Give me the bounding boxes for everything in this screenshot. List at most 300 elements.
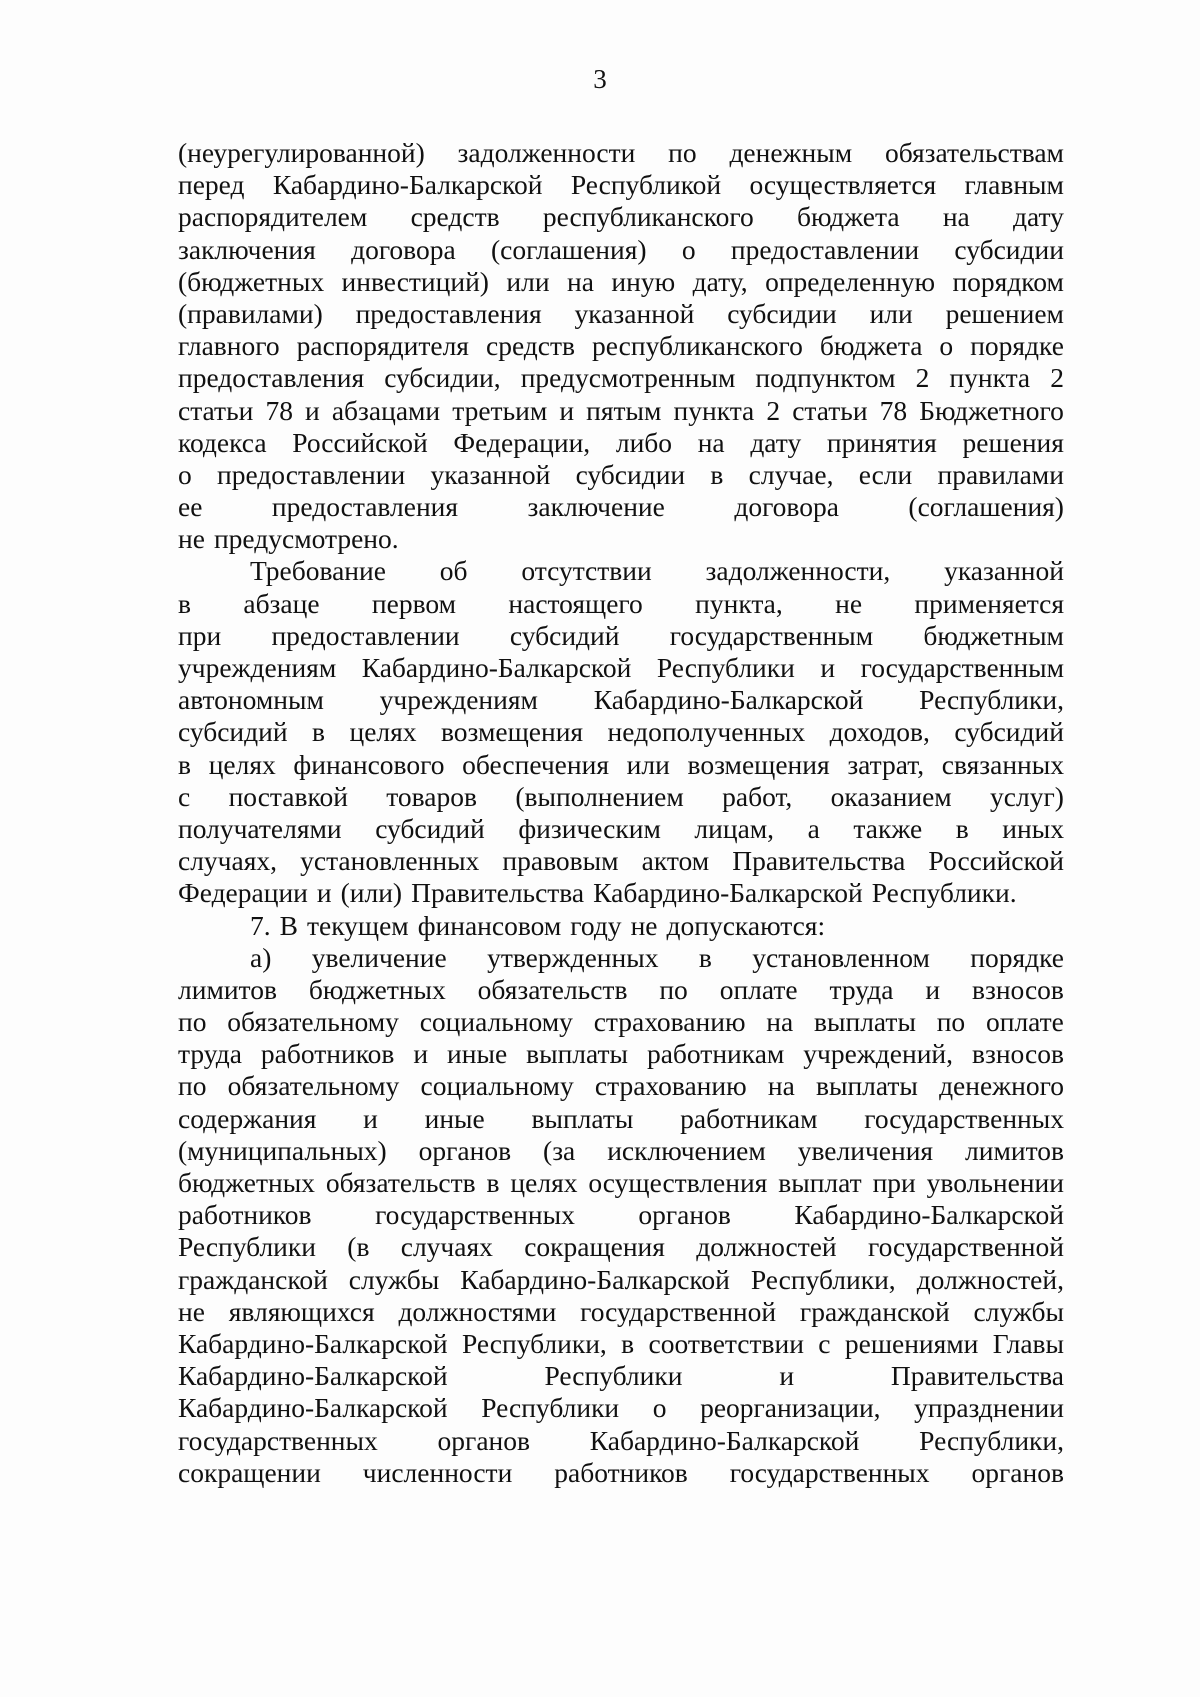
word: году bbox=[570, 909, 622, 941]
word: в bbox=[698, 941, 712, 973]
word: заключение bbox=[527, 491, 665, 523]
word: Кабардино-Балкарской bbox=[794, 1199, 1064, 1231]
word: сокращении bbox=[178, 1456, 321, 1488]
word: в bbox=[178, 587, 191, 619]
word: гражданской bbox=[178, 1263, 328, 1295]
word: по bbox=[936, 1006, 966, 1038]
word: текущем bbox=[306, 909, 409, 941]
word: государственных bbox=[729, 1456, 930, 1488]
text-line bbox=[178, 620, 1064, 652]
word: предоставления bbox=[271, 491, 459, 523]
word: бюджета bbox=[796, 201, 900, 233]
word: выплаты bbox=[815, 1070, 918, 1102]
word: задолженности, bbox=[705, 555, 891, 587]
word: органов bbox=[418, 1134, 512, 1166]
word: учреждений, bbox=[803, 1038, 954, 1070]
word: главным bbox=[964, 169, 1064, 201]
word: увеличения bbox=[797, 1134, 934, 1166]
word: Республики, bbox=[919, 1424, 1064, 1456]
word: Кабардино-Балкарской bbox=[361, 652, 632, 683]
word: (правилами) bbox=[178, 297, 323, 329]
word: Республики bbox=[481, 1392, 620, 1424]
word: в bbox=[486, 1167, 500, 1198]
word: целях bbox=[510, 1167, 578, 1198]
word: труда bbox=[178, 1038, 242, 1070]
word: (за bbox=[543, 1134, 576, 1166]
document-body bbox=[178, 137, 1064, 1489]
word: (неурегулированной) bbox=[178, 137, 425, 168]
word: субсидии bbox=[954, 233, 1064, 265]
word: статьи bbox=[792, 394, 868, 426]
word: 2 bbox=[1050, 362, 1064, 394]
word: работ, bbox=[722, 780, 793, 812]
word: о bbox=[939, 330, 954, 362]
word: абзацами bbox=[331, 394, 441, 426]
word: бюджета bbox=[819, 330, 923, 362]
word: в bbox=[178, 748, 191, 780]
word: взносов bbox=[971, 973, 1064, 1005]
word: средств bbox=[485, 330, 575, 362]
text-line bbox=[178, 1006, 1064, 1038]
word: республиканского bbox=[542, 201, 754, 233]
word: ее bbox=[178, 491, 203, 523]
word: (муниципальных) bbox=[178, 1134, 387, 1166]
word: иных bbox=[1002, 812, 1064, 844]
word: в bbox=[621, 1327, 635, 1359]
word: на bbox=[567, 265, 594, 297]
word: решения bbox=[962, 426, 1064, 458]
word: (бюджетных bbox=[178, 265, 325, 297]
word: если bbox=[858, 458, 913, 490]
word: Республики bbox=[544, 1360, 683, 1392]
word: лимитов bbox=[965, 1134, 1064, 1166]
word: по bbox=[178, 1070, 207, 1102]
word: обязательствам bbox=[884, 137, 1064, 168]
text-line bbox=[178, 684, 1064, 716]
word: работникам bbox=[680, 1102, 818, 1134]
word: работникам bbox=[646, 1038, 785, 1070]
word: органов bbox=[437, 1424, 530, 1456]
word: Кабардино-Балкарской bbox=[272, 169, 543, 201]
word: иные bbox=[447, 1038, 508, 1070]
word: правилами bbox=[937, 458, 1064, 490]
text-line bbox=[178, 137, 1064, 169]
word: 78 bbox=[265, 394, 293, 426]
text-line bbox=[178, 1360, 1064, 1392]
word: предоставлении bbox=[730, 233, 920, 265]
word: установленных bbox=[300, 845, 480, 877]
word: а) bbox=[250, 941, 272, 973]
text-line bbox=[178, 749, 1064, 781]
word: учреждениям bbox=[178, 652, 337, 683]
word: Правительства bbox=[732, 845, 906, 877]
word: или bbox=[506, 265, 550, 297]
word: обеспечения bbox=[462, 748, 609, 780]
word: службы bbox=[348, 1263, 440, 1295]
word: должностей bbox=[696, 1231, 837, 1263]
word: получателями bbox=[178, 812, 342, 844]
word: финансовом bbox=[417, 909, 562, 941]
word: страхованию bbox=[593, 1006, 746, 1038]
word: распорядителя bbox=[296, 330, 469, 362]
word: услуг) bbox=[990, 780, 1064, 812]
text-line bbox=[178, 298, 1064, 330]
word: по bbox=[178, 1006, 207, 1038]
word: государственных bbox=[375, 1199, 575, 1231]
text-line bbox=[178, 201, 1064, 233]
word: не bbox=[178, 523, 205, 555]
word: на bbox=[697, 426, 725, 458]
text-line bbox=[178, 1392, 1064, 1424]
word: договора bbox=[351, 233, 456, 265]
word: возмещения bbox=[440, 716, 584, 748]
word: первом bbox=[371, 587, 457, 619]
word: должностей, bbox=[916, 1263, 1064, 1295]
word: государственным bbox=[860, 652, 1064, 683]
word: 78 bbox=[879, 394, 908, 426]
word: социальному bbox=[420, 1070, 574, 1102]
word: реорганизации, bbox=[700, 1392, 881, 1424]
word: дату bbox=[1013, 201, 1064, 233]
word: случае, bbox=[748, 458, 834, 490]
word: главного bbox=[178, 330, 280, 362]
text-line bbox=[178, 781, 1064, 813]
text-line bbox=[178, 1425, 1064, 1457]
word: 2 bbox=[915, 362, 930, 394]
word: выплаты bbox=[526, 1038, 629, 1070]
text-line bbox=[178, 716, 1064, 748]
word: о bbox=[652, 1392, 667, 1424]
text-line bbox=[178, 1296, 1064, 1328]
word: либо bbox=[615, 426, 673, 458]
word: поставкой bbox=[228, 780, 348, 812]
word: социальному bbox=[419, 1006, 573, 1038]
word: работников bbox=[554, 1456, 688, 1488]
word: оплате bbox=[719, 973, 798, 1005]
text-line bbox=[178, 266, 1064, 298]
word: и bbox=[779, 1360, 795, 1392]
word: субсидий bbox=[178, 716, 288, 748]
word: пункта, bbox=[695, 587, 783, 619]
word: обязательств bbox=[325, 1167, 476, 1198]
word: увольнении bbox=[926, 1167, 1064, 1198]
text-line bbox=[178, 1038, 1064, 1070]
word: (выполнением bbox=[515, 780, 684, 812]
word: правовым bbox=[502, 845, 619, 877]
word: органов bbox=[638, 1199, 731, 1231]
text-line bbox=[178, 1167, 1064, 1199]
word: абзаце bbox=[243, 587, 320, 619]
text-line bbox=[178, 1231, 1064, 1263]
text-line bbox=[178, 395, 1064, 427]
word: субсидии bbox=[727, 297, 837, 329]
word: органов bbox=[971, 1456, 1064, 1488]
text-line bbox=[178, 523, 1064, 555]
text-line bbox=[178, 877, 1064, 909]
word: принятия bbox=[826, 426, 937, 458]
text-line bbox=[178, 1328, 1064, 1360]
word: Кабардино-Балкарской bbox=[460, 1263, 730, 1295]
text-line bbox=[178, 1103, 1064, 1135]
word: В bbox=[279, 909, 298, 941]
word: сокращения bbox=[524, 1231, 665, 1263]
word: не bbox=[835, 587, 863, 619]
word: договора bbox=[734, 491, 839, 523]
word: бюджетных bbox=[308, 973, 446, 1005]
word: пункта bbox=[673, 394, 755, 426]
word: на bbox=[942, 201, 970, 233]
word: обязательному bbox=[227, 1070, 400, 1102]
word: содержания bbox=[178, 1102, 317, 1134]
word: Республики bbox=[656, 652, 795, 683]
word: учреждениям bbox=[379, 684, 538, 716]
word: по bbox=[668, 137, 697, 168]
word: субсидии bbox=[575, 458, 686, 490]
word: предоставлении bbox=[271, 619, 460, 651]
word: о bbox=[681, 233, 696, 265]
word: в bbox=[955, 812, 969, 844]
word: не bbox=[178, 1295, 205, 1327]
word: и bbox=[363, 1102, 378, 1134]
word: указанной bbox=[574, 297, 695, 329]
word: Республикой bbox=[570, 169, 722, 201]
word: лимитов bbox=[178, 973, 277, 1005]
word: отсутствии bbox=[521, 555, 652, 587]
word: предусмотрено. bbox=[213, 523, 399, 555]
word: решениями bbox=[844, 1327, 979, 1359]
word: в bbox=[312, 716, 326, 748]
word: допускаются: bbox=[666, 909, 826, 941]
word: иную bbox=[611, 265, 676, 297]
word: субсидий bbox=[954, 716, 1064, 748]
word: гражданской bbox=[799, 1295, 950, 1327]
word: целях bbox=[208, 748, 276, 780]
word: актом bbox=[641, 845, 710, 877]
word: Российской bbox=[292, 426, 428, 458]
word: с bbox=[818, 1327, 831, 1359]
word: перед bbox=[178, 169, 245, 201]
word: Бюджетного bbox=[919, 394, 1064, 426]
word: указанной bbox=[944, 555, 1064, 587]
text-line bbox=[178, 942, 1064, 974]
word: осуществления bbox=[588, 1167, 768, 1198]
word: Республики. bbox=[871, 877, 1017, 909]
word: государственных bbox=[864, 1102, 1064, 1134]
word: (соглашения) bbox=[908, 491, 1064, 523]
text-line bbox=[178, 427, 1064, 459]
word: Республики, bbox=[461, 1327, 607, 1359]
word: оказанием bbox=[830, 780, 952, 812]
word: возмещения bbox=[687, 748, 830, 780]
word: Правительства bbox=[411, 877, 585, 909]
word: взносов bbox=[971, 1038, 1064, 1070]
word: на bbox=[766, 1006, 794, 1038]
word: Российской bbox=[928, 845, 1064, 877]
text-line bbox=[178, 491, 1064, 523]
word: Кабардино-Балкарской bbox=[593, 684, 864, 716]
word: бюджетным bbox=[923, 619, 1064, 651]
word: Требование bbox=[250, 555, 386, 587]
word: работников bbox=[178, 1199, 312, 1231]
text-line bbox=[178, 910, 1064, 942]
word: порядке bbox=[970, 941, 1064, 973]
word: применяется bbox=[914, 587, 1064, 619]
word: заключения bbox=[178, 233, 316, 265]
word: государственной bbox=[867, 1231, 1064, 1263]
word: исключением bbox=[607, 1134, 766, 1166]
word: инвестиций) bbox=[341, 265, 489, 297]
word: являющихся bbox=[228, 1295, 375, 1327]
word: целях bbox=[349, 716, 417, 748]
word: осуществляется bbox=[749, 169, 937, 201]
word: Кабардино-Балкарской bbox=[178, 1392, 448, 1424]
word: финансового bbox=[293, 748, 445, 780]
word: субсидий bbox=[509, 619, 620, 651]
word: или bbox=[626, 748, 670, 780]
word: случаях, bbox=[178, 845, 277, 877]
text-line bbox=[178, 1070, 1064, 1102]
word: Кабардино-Балкарской bbox=[593, 877, 863, 909]
word: затрат, bbox=[847, 748, 925, 780]
word: 2 bbox=[766, 394, 781, 426]
word: Республики, bbox=[919, 684, 1064, 716]
word: оплате bbox=[985, 1006, 1064, 1038]
word: пункта bbox=[949, 362, 1031, 394]
word: и bbox=[305, 394, 320, 426]
word: связанных bbox=[941, 748, 1064, 780]
text-line bbox=[178, 1199, 1064, 1231]
word: субсидий bbox=[375, 812, 485, 844]
word: обязательств bbox=[477, 973, 628, 1005]
word: и bbox=[820, 652, 836, 683]
word: Главы bbox=[992, 1327, 1064, 1359]
word: 7. bbox=[250, 909, 271, 941]
word: решением bbox=[945, 297, 1064, 329]
text-line bbox=[178, 330, 1064, 362]
word: автономным bbox=[178, 684, 324, 716]
word: по bbox=[659, 973, 688, 1005]
word: обязательному bbox=[227, 1006, 399, 1038]
text-line bbox=[178, 652, 1064, 684]
word: службы bbox=[973, 1295, 1064, 1327]
word: предоставления bbox=[178, 362, 365, 394]
word: соответствии bbox=[648, 1327, 804, 1359]
word: и bbox=[559, 394, 575, 426]
word: подпунктом bbox=[755, 362, 896, 394]
word: Правительства bbox=[890, 1360, 1064, 1392]
word: Федерации bbox=[178, 877, 308, 909]
word: государственных bbox=[178, 1424, 378, 1456]
word: при bbox=[872, 1167, 916, 1198]
word: не bbox=[630, 909, 658, 941]
word: увеличение bbox=[311, 941, 447, 973]
word: доходов, bbox=[829, 716, 930, 748]
word: порядком bbox=[952, 265, 1064, 297]
text-line bbox=[178, 1264, 1064, 1296]
word: также bbox=[853, 812, 923, 844]
word: кодекса bbox=[178, 426, 267, 458]
word: случаях bbox=[400, 1231, 493, 1263]
word: установленном bbox=[752, 941, 930, 973]
word: выплаты bbox=[531, 1102, 634, 1134]
word: дату, bbox=[692, 265, 748, 297]
word: выплаты bbox=[814, 1006, 916, 1038]
word: иные bbox=[424, 1102, 485, 1134]
word: в bbox=[710, 458, 724, 490]
word: утвержденных bbox=[487, 941, 659, 973]
word: и bbox=[925, 973, 941, 1005]
word: предоставлении bbox=[217, 458, 406, 490]
word: (соглашения) bbox=[490, 233, 647, 265]
word: денежным bbox=[729, 137, 853, 168]
word: средств bbox=[410, 201, 500, 233]
word: дату bbox=[750, 426, 802, 458]
word: указанной bbox=[430, 458, 551, 490]
word: (в bbox=[347, 1231, 370, 1263]
text-line bbox=[178, 169, 1064, 201]
word: субсидии, bbox=[384, 362, 501, 394]
text-line bbox=[178, 813, 1064, 845]
word: государственным bbox=[669, 619, 874, 651]
word: на bbox=[767, 1070, 795, 1102]
word: Республики bbox=[178, 1231, 316, 1263]
word: бюджетных bbox=[178, 1167, 315, 1198]
word: предоставления bbox=[355, 297, 542, 329]
text-line bbox=[178, 459, 1064, 491]
text-line bbox=[178, 234, 1064, 266]
word: предусмотренным bbox=[520, 362, 736, 394]
word: порядке bbox=[970, 330, 1064, 362]
word: об bbox=[439, 555, 468, 587]
word: численности bbox=[362, 1456, 513, 1488]
word: статьи bbox=[178, 394, 254, 426]
word: определенную bbox=[765, 265, 935, 297]
word: (или) bbox=[340, 877, 403, 909]
text-line bbox=[178, 362, 1064, 394]
word: Республики, bbox=[750, 1263, 896, 1295]
word: с bbox=[178, 780, 191, 812]
word: распорядителем bbox=[178, 201, 368, 233]
word: третьим bbox=[452, 394, 548, 426]
word: работников bbox=[260, 1038, 395, 1070]
text-line bbox=[178, 555, 1064, 587]
text-line bbox=[178, 974, 1064, 1006]
word: и bbox=[316, 877, 332, 909]
word: республиканского bbox=[592, 330, 803, 362]
word: труда bbox=[829, 973, 894, 1005]
text-line bbox=[178, 588, 1064, 620]
word: пятым bbox=[586, 394, 662, 426]
word: денежного bbox=[939, 1070, 1064, 1102]
text-line bbox=[178, 1135, 1064, 1167]
word: и bbox=[413, 1038, 429, 1070]
word: выплат bbox=[778, 1167, 862, 1198]
word: о bbox=[178, 458, 192, 490]
word: при bbox=[178, 619, 222, 651]
word: страхованию bbox=[594, 1070, 747, 1102]
page-number: 3 bbox=[593, 64, 607, 94]
word: физическим bbox=[518, 812, 661, 844]
word: упразднении bbox=[914, 1392, 1064, 1424]
word: настоящего bbox=[508, 587, 643, 619]
word: или bbox=[869, 297, 913, 329]
word: задолженности bbox=[457, 137, 636, 168]
word: должностями bbox=[398, 1295, 557, 1327]
word: а bbox=[807, 812, 820, 844]
word: недополученных bbox=[607, 716, 806, 748]
word: лицам, bbox=[694, 812, 775, 844]
word: товаров bbox=[386, 780, 477, 812]
